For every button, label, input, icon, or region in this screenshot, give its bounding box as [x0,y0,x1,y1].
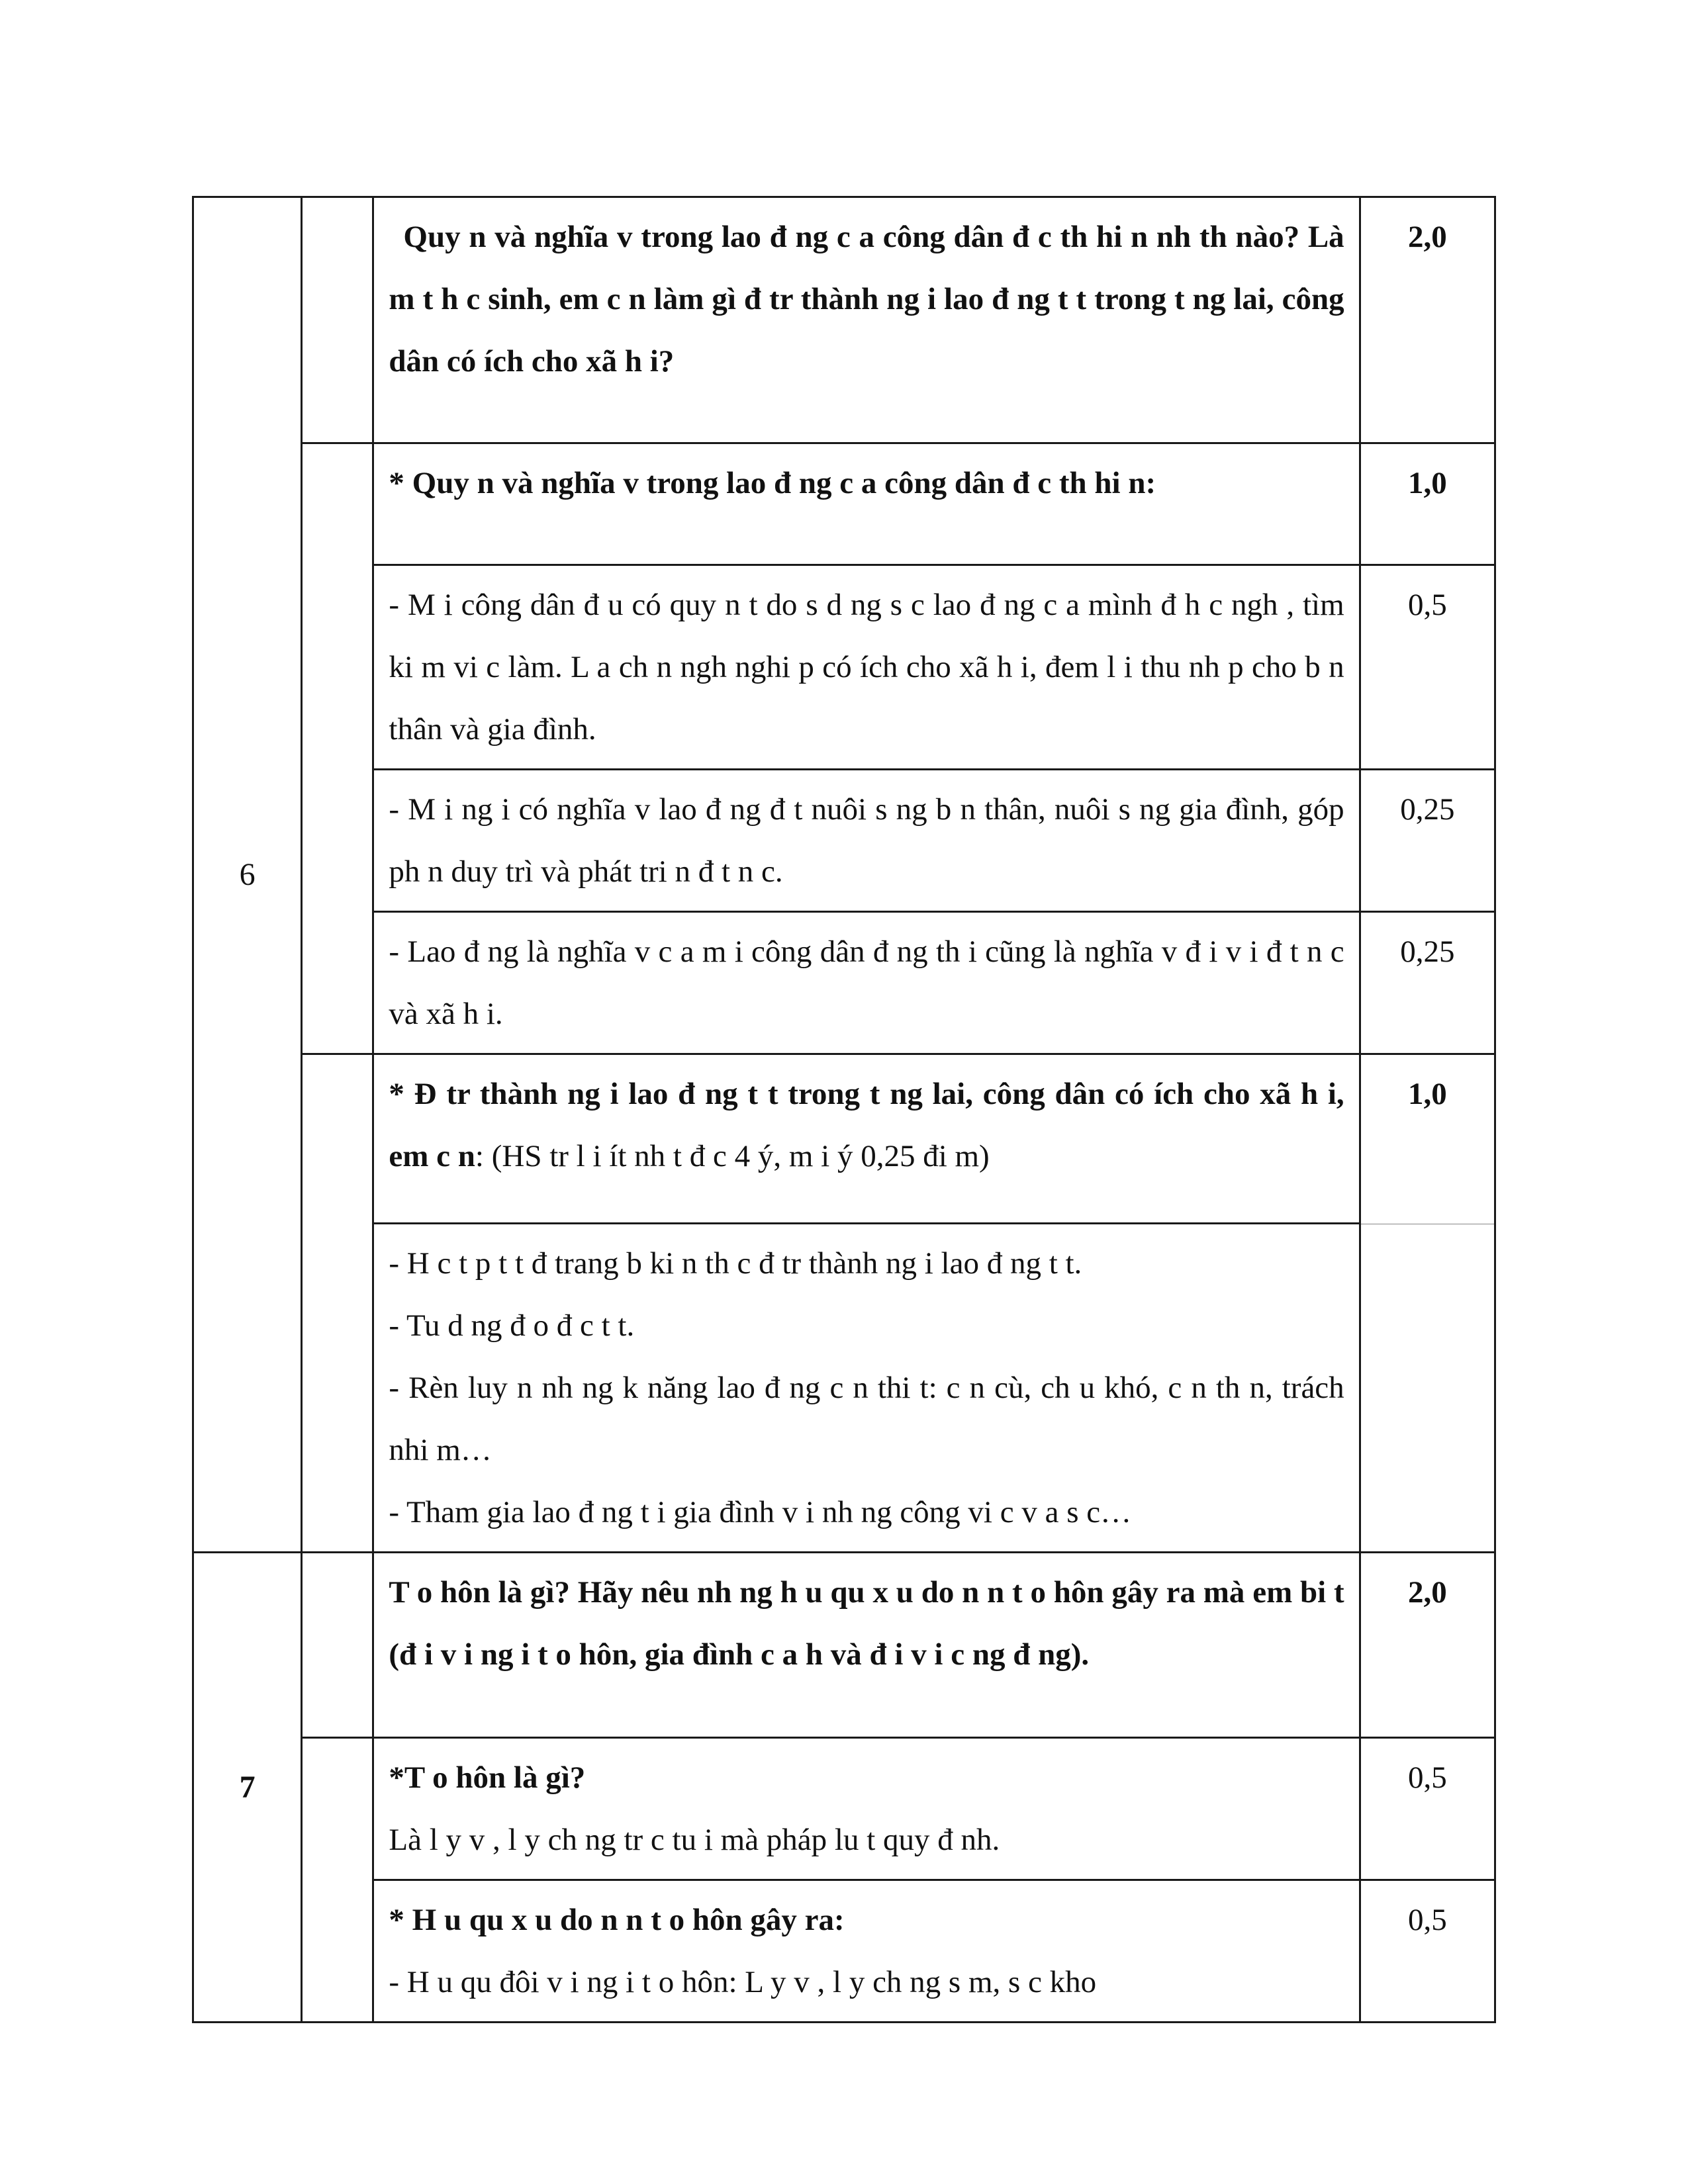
answer-list [374,1224,1358,1551]
content-cell [373,770,1360,912]
table-row [193,197,1495,443]
table-row [193,1054,1495,1553]
score-value: 0,5 [1407,588,1447,622]
table-row [193,565,1495,770]
score-value: 0,25 [1400,792,1455,827]
answer-block [374,1881,1358,2021]
section-heading: * Đ tr thành ng i lao đ ng t t trong t ng lai, công dân có ích cho xã h i, em c n [389,1077,1344,1173]
list-item: - Tham gia lao đ ng t i gia đình v i nh ng công vi c v a s c… [389,1495,1132,1529]
section-heading: *T o hôn là gì? [389,1760,586,1795]
score-cell [1360,1054,1495,1553]
section-note: : (HS tr l i ít nh t đ c 4 ý, m i ý 0,25 đi m) [475,1139,990,1173]
score-value: 1,0 [1361,1055,1494,1224]
table-row [193,770,1495,912]
score-value: 0,5 [1407,1760,1447,1795]
score-value: 0,25 [1400,934,1455,969]
score-cell [1360,1880,1495,2023]
answer-point: - M i công dân đ u có quy n t do s d ng s c lao đ ng c a mình đ h c ngh , tìm ki m vi c làm. L a ch n ngh nghi p có ích cho xã h i, đem l i thu nh p cho b n thân và gia đình. [389,588,1344,747]
score-cell [1360,912,1495,1054]
answer-point: Là l y v , l y ch ng tr c tu i mà pháp lu t quy đ nh. [389,1823,1000,1857]
score-cell [1360,197,1495,443]
question-number: 6 [193,197,302,1553]
content-cell [373,1880,1360,2023]
empty-cell [302,443,373,1054]
answer-block [374,1739,1358,1879]
table-row [193,443,1495,565]
content-cell [373,912,1360,1054]
section-heading: * H u qu x u do n n t o hôn gây ra: [389,1903,845,1937]
content-cell [373,565,1360,770]
list-item: - Tu d ng đ o đ c t t. [389,1308,635,1343]
score-cell [1360,443,1495,565]
answer-point: - H u qu đôi v i ng i t o hôn: L y v , l y ch ng s m, s c kho [389,1965,1097,1999]
score-value: 1,0 [1407,466,1447,500]
score-value: 0,5 [1407,1903,1447,1937]
content-cell [373,1553,1360,1738]
section-heading-block [374,1055,1358,1224]
scoring-table [192,196,1496,2023]
content-cell [373,443,1360,565]
table-row [193,1738,1495,1880]
list-item: - Rèn luy n nh ng k năng lao đ ng c n thi t: c n cù, ch u khó, c n th n, trách nhi m… [389,1371,1344,1467]
empty-cell [302,1054,373,1553]
score-cell [1360,770,1495,912]
question-text: T o hôn là gì? Hãy nêu nh ng h u qu x u do n n t o hôn gây ra mà em bi t (đ i v i ng i t o hôn, gia đình c a h và đ i v i c ng đ ng). [389,1575,1344,1672]
table-row [193,912,1495,1054]
content-cell [373,1054,1360,1553]
score-cell [1360,1553,1495,1738]
answer-point: - Lao đ ng là nghĩa v c a m i công dân đ ng th i cũng là nghĩa v đ i v i đ t n c và xã h i. [389,934,1344,1031]
list-item: - H c t p t t đ trang b ki n th c đ tr thành ng i lao đ ng t t. [389,1246,1082,1281]
score-cell [1360,1738,1495,1880]
score-cell [1360,565,1495,770]
empty-cell [302,1553,373,1738]
empty-cell [302,1738,373,2023]
score-value: 2,0 [1407,1575,1447,1610]
section-heading: * Quy n và nghĩa v trong lao đ ng c a công dân đ c th hi n: [389,466,1156,500]
score-value: 2,0 [1407,220,1447,254]
answer-point: - M i ng i có nghĩa v lao đ ng đ t nuôi s ng b n thân, nuôi s ng gia đình, góp ph n duy trì và phát tri n đ t n c. [389,792,1344,889]
content-cell [373,197,1360,443]
question-text: Quy n và nghĩa v trong lao đ ng c a công dân đ c th hi n nh th nào? Là m t h c sinh, em c n làm gì đ tr thành ng i lao đ ng t t trong t ng lai, công dân có ích cho xã h i? [389,220,1344,379]
content-cell [373,1738,1360,1880]
question-number: 7 [193,1553,302,2023]
table-row [193,1553,1495,1738]
empty-cell [302,197,373,443]
table-row [193,1880,1495,2023]
